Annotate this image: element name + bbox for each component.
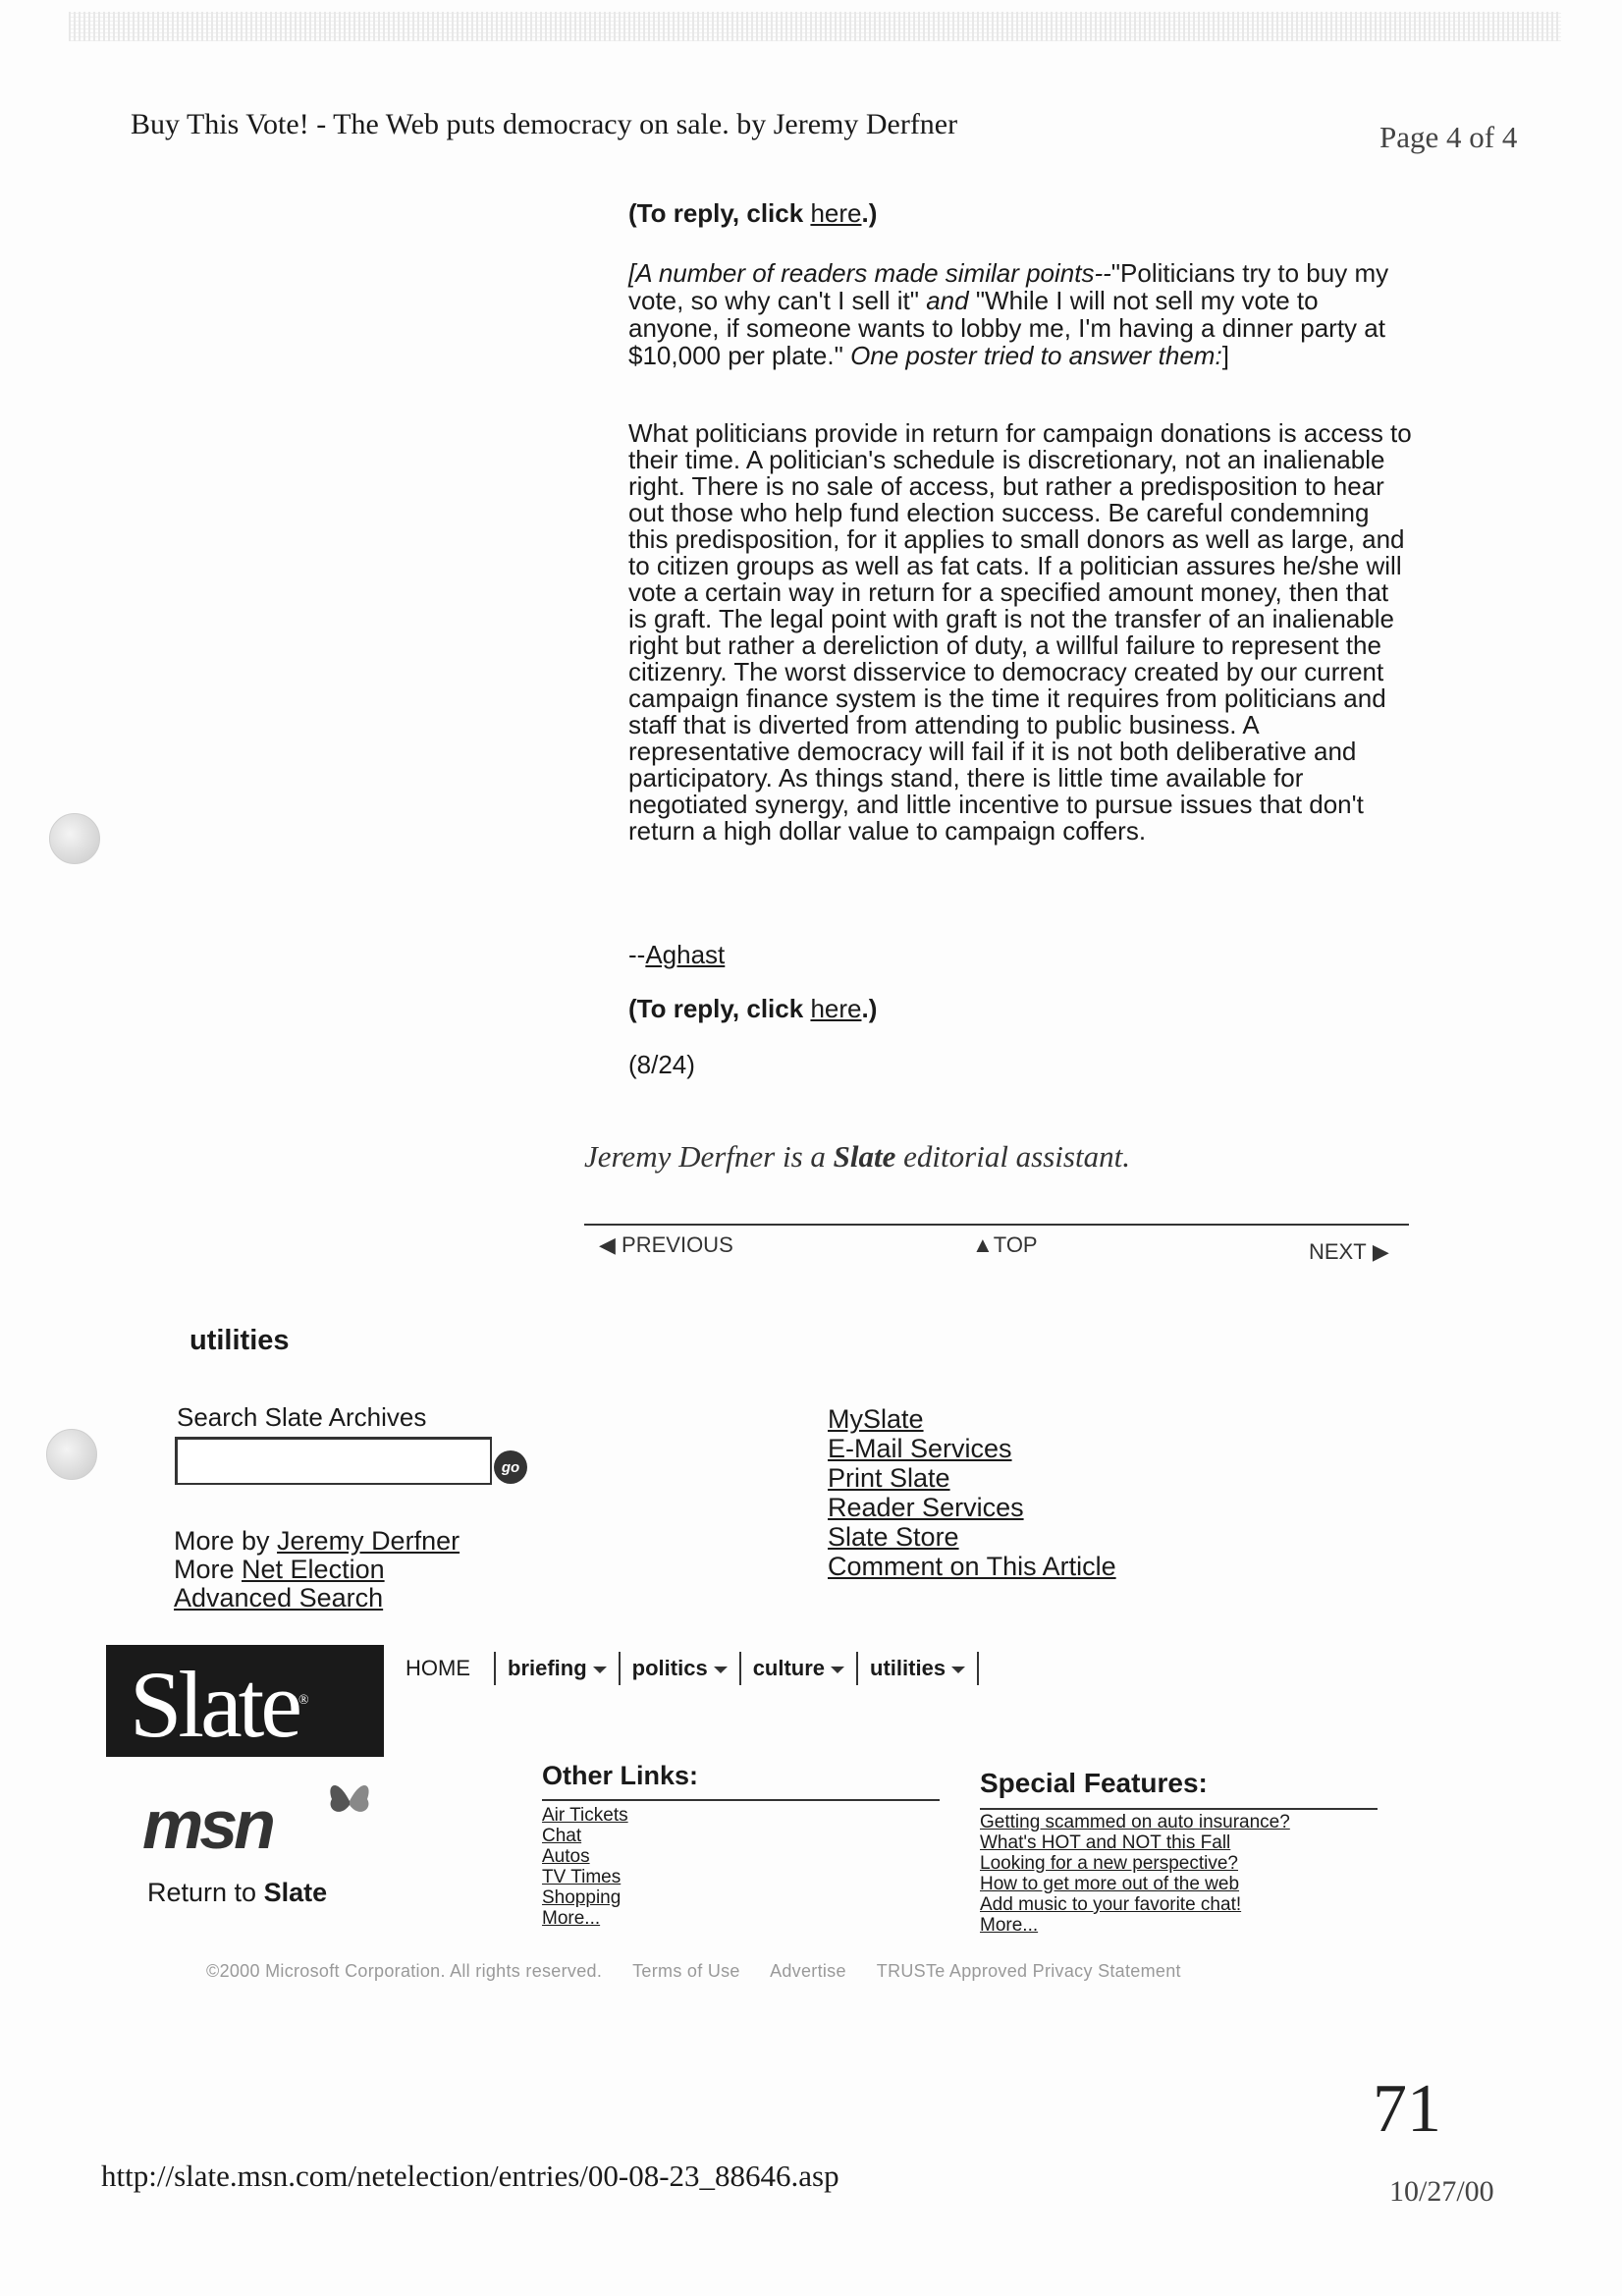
nav-briefing[interactable]: briefing bbox=[496, 1656, 619, 1681]
return-to-slate-link[interactable]: Return to Slate bbox=[147, 1878, 328, 1907]
autos-link[interactable]: Autos bbox=[542, 1846, 590, 1867]
scan-noise bbox=[69, 12, 1561, 41]
print-footer-url: http://slate.msn.com/netelection/entries/00-08-23_88646.asp bbox=[101, 2159, 839, 2193]
feature-link[interactable]: Add music to your favorite chat! bbox=[980, 1894, 1242, 1915]
msn-butterfly-icon bbox=[324, 1776, 375, 1825]
comment-link[interactable]: Comment on This Article bbox=[828, 1552, 1116, 1581]
feature-link[interactable]: What's HOT and NOT this Fall bbox=[980, 1832, 1231, 1853]
slate-logo[interactable]: Slate® bbox=[106, 1645, 384, 1757]
divider bbox=[980, 1808, 1378, 1810]
chat-link[interactable]: Chat bbox=[542, 1826, 582, 1846]
copyright-text: ©2000 Microsoft Corporation. All rights reserved. bbox=[206, 1961, 603, 1981]
utilities-heading: utilities bbox=[189, 1325, 290, 1356]
terms-link[interactable]: Terms of Use bbox=[632, 1961, 740, 1981]
more-by-author-link[interactable]: Jeremy Derfner bbox=[277, 1526, 460, 1556]
nav-utilities[interactable]: utilities bbox=[858, 1656, 977, 1681]
more-topic-link[interactable]: Net Election bbox=[242, 1555, 385, 1584]
nav-separator bbox=[977, 1652, 979, 1685]
more-links: More by Jeremy Derfner More Net Election Advanced Search bbox=[174, 1526, 460, 1613]
other-links-heading: Other Links: bbox=[542, 1761, 699, 1790]
advanced-search-link[interactable]: Advanced Search bbox=[174, 1583, 384, 1613]
editor-note: [A number of readers made similar points--"Politicians try to buy my vote, so why can't I sell it" and "While I will not sell my vote to anyone, if someone wants to lobby me, I'm having a dinner party at $10,000 per plate." One poster tried to answer them:] bbox=[628, 258, 1389, 370]
nav-culture[interactable]: culture bbox=[741, 1656, 856, 1681]
site-nav bbox=[406, 1652, 979, 1685]
chevron-down-icon bbox=[951, 1667, 965, 1673]
punch-hole bbox=[46, 1429, 97, 1480]
nav-politics[interactable]: politics bbox=[621, 1656, 739, 1681]
reply-line: (To reply, click here.) bbox=[628, 994, 878, 1023]
site-footer bbox=[206, 1961, 1207, 1982]
slate-store-link[interactable]: Slate Store bbox=[828, 1522, 959, 1552]
myslate-link[interactable]: MySlate bbox=[828, 1404, 924, 1434]
print-slate-link[interactable]: Print Slate bbox=[828, 1463, 950, 1493]
email-services-link[interactable]: E-Mail Services bbox=[828, 1434, 1012, 1463]
air-tickets-link[interactable]: Air Tickets bbox=[542, 1805, 628, 1826]
handwritten-page-number: 71 bbox=[1373, 2071, 1441, 2147]
other-links-list bbox=[542, 1805, 628, 1929]
reply-link[interactable]: here bbox=[810, 994, 862, 1023]
search-go-button[interactable]: go bbox=[494, 1450, 527, 1484]
more-features-link[interactable]: More... bbox=[980, 1915, 1039, 1936]
post-date: (8/24) bbox=[628, 1050, 695, 1079]
byline: Jeremy Derfner is a Slate editorial assistant. bbox=[584, 1139, 1130, 1174]
arrow-right-icon: ▶ bbox=[1372, 1239, 1389, 1264]
print-header-title: Buy This Vote! - The Web puts democracy on sale. by Jeremy Derfner bbox=[131, 108, 958, 140]
shopping-link[interactable]: Shopping bbox=[542, 1887, 622, 1908]
feature-link[interactable]: How to get more out of the web bbox=[980, 1874, 1240, 1894]
utility-links bbox=[828, 1404, 1116, 1581]
reader-post-body: What politicians provide in return for campaign donations is access to their time. A politician's schedule is discretionary, not an inalienable right. There is no sale of access, but rather a predisposition to hear out those who help fund election success. Be careful condemning this predisposition, for it applies to small donors as well as large, and to citizen groups as well as fat cats. If a politician assures he/she will vote a certain way in return for a specified amount money, then that is graft. The legal point with graft is not the transfer of an inalienable right but rather a dereliction of duty, a willful failure to represent the citizenry. The worst disservice to democracy created by our current campaign finance system is the time it requires from politicians and staff that is diverted from attending to public business. A representative democracy will fail if it is not both deliberative and participatory. As things stand, there is little time available for negotiated synergy, and little incentive to pursue issues that don't return a high dollar value to campaign coffers. bbox=[628, 418, 1412, 846]
special-features-heading: Special Features: bbox=[980, 1768, 1208, 1798]
post-signature: --Aghast bbox=[628, 940, 726, 969]
search-input[interactable] bbox=[175, 1437, 492, 1485]
nav-home[interactable]: HOME bbox=[406, 1656, 470, 1680]
divider bbox=[584, 1224, 1409, 1226]
msn-logo[interactable]: msn bbox=[142, 1786, 272, 1863]
privacy-link[interactable]: TRUSTe Approved Privacy Statement bbox=[876, 1961, 1181, 1981]
reply-link[interactable]: here bbox=[810, 198, 862, 228]
special-features-list bbox=[980, 1812, 1290, 1936]
arrow-up-icon: ▲ bbox=[972, 1232, 994, 1257]
author-link[interactable]: Aghast bbox=[645, 940, 726, 969]
next-link[interactable]: NEXT ▶ bbox=[1309, 1239, 1389, 1264]
reader-services-link[interactable]: Reader Services bbox=[828, 1493, 1024, 1522]
feature-link[interactable]: Getting scammed on auto insurance? bbox=[980, 1812, 1290, 1832]
tv-times-link[interactable]: TV Times bbox=[542, 1867, 622, 1887]
previous-link[interactable]: ◀ PREVIOUS bbox=[599, 1232, 733, 1257]
reply-line: (To reply, click here.) bbox=[628, 198, 878, 228]
chevron-down-icon bbox=[593, 1667, 607, 1673]
search-label: Search Slate Archives bbox=[177, 1402, 427, 1432]
print-header-page: Page 4 of 4 bbox=[1379, 120, 1518, 154]
punch-hole bbox=[49, 813, 100, 864]
more-other-links[interactable]: More... bbox=[542, 1908, 601, 1929]
chevron-down-icon bbox=[831, 1667, 844, 1673]
divider bbox=[542, 1799, 940, 1801]
top-link[interactable]: ▲TOP bbox=[972, 1232, 1038, 1257]
feature-link[interactable]: Looking for a new perspective? bbox=[980, 1853, 1238, 1874]
print-footer-date: 10/27/00 bbox=[1389, 2175, 1494, 2208]
arrow-left-icon: ◀ bbox=[599, 1232, 616, 1257]
advertise-link[interactable]: Advertise bbox=[770, 1961, 846, 1981]
chevron-down-icon bbox=[714, 1667, 728, 1673]
